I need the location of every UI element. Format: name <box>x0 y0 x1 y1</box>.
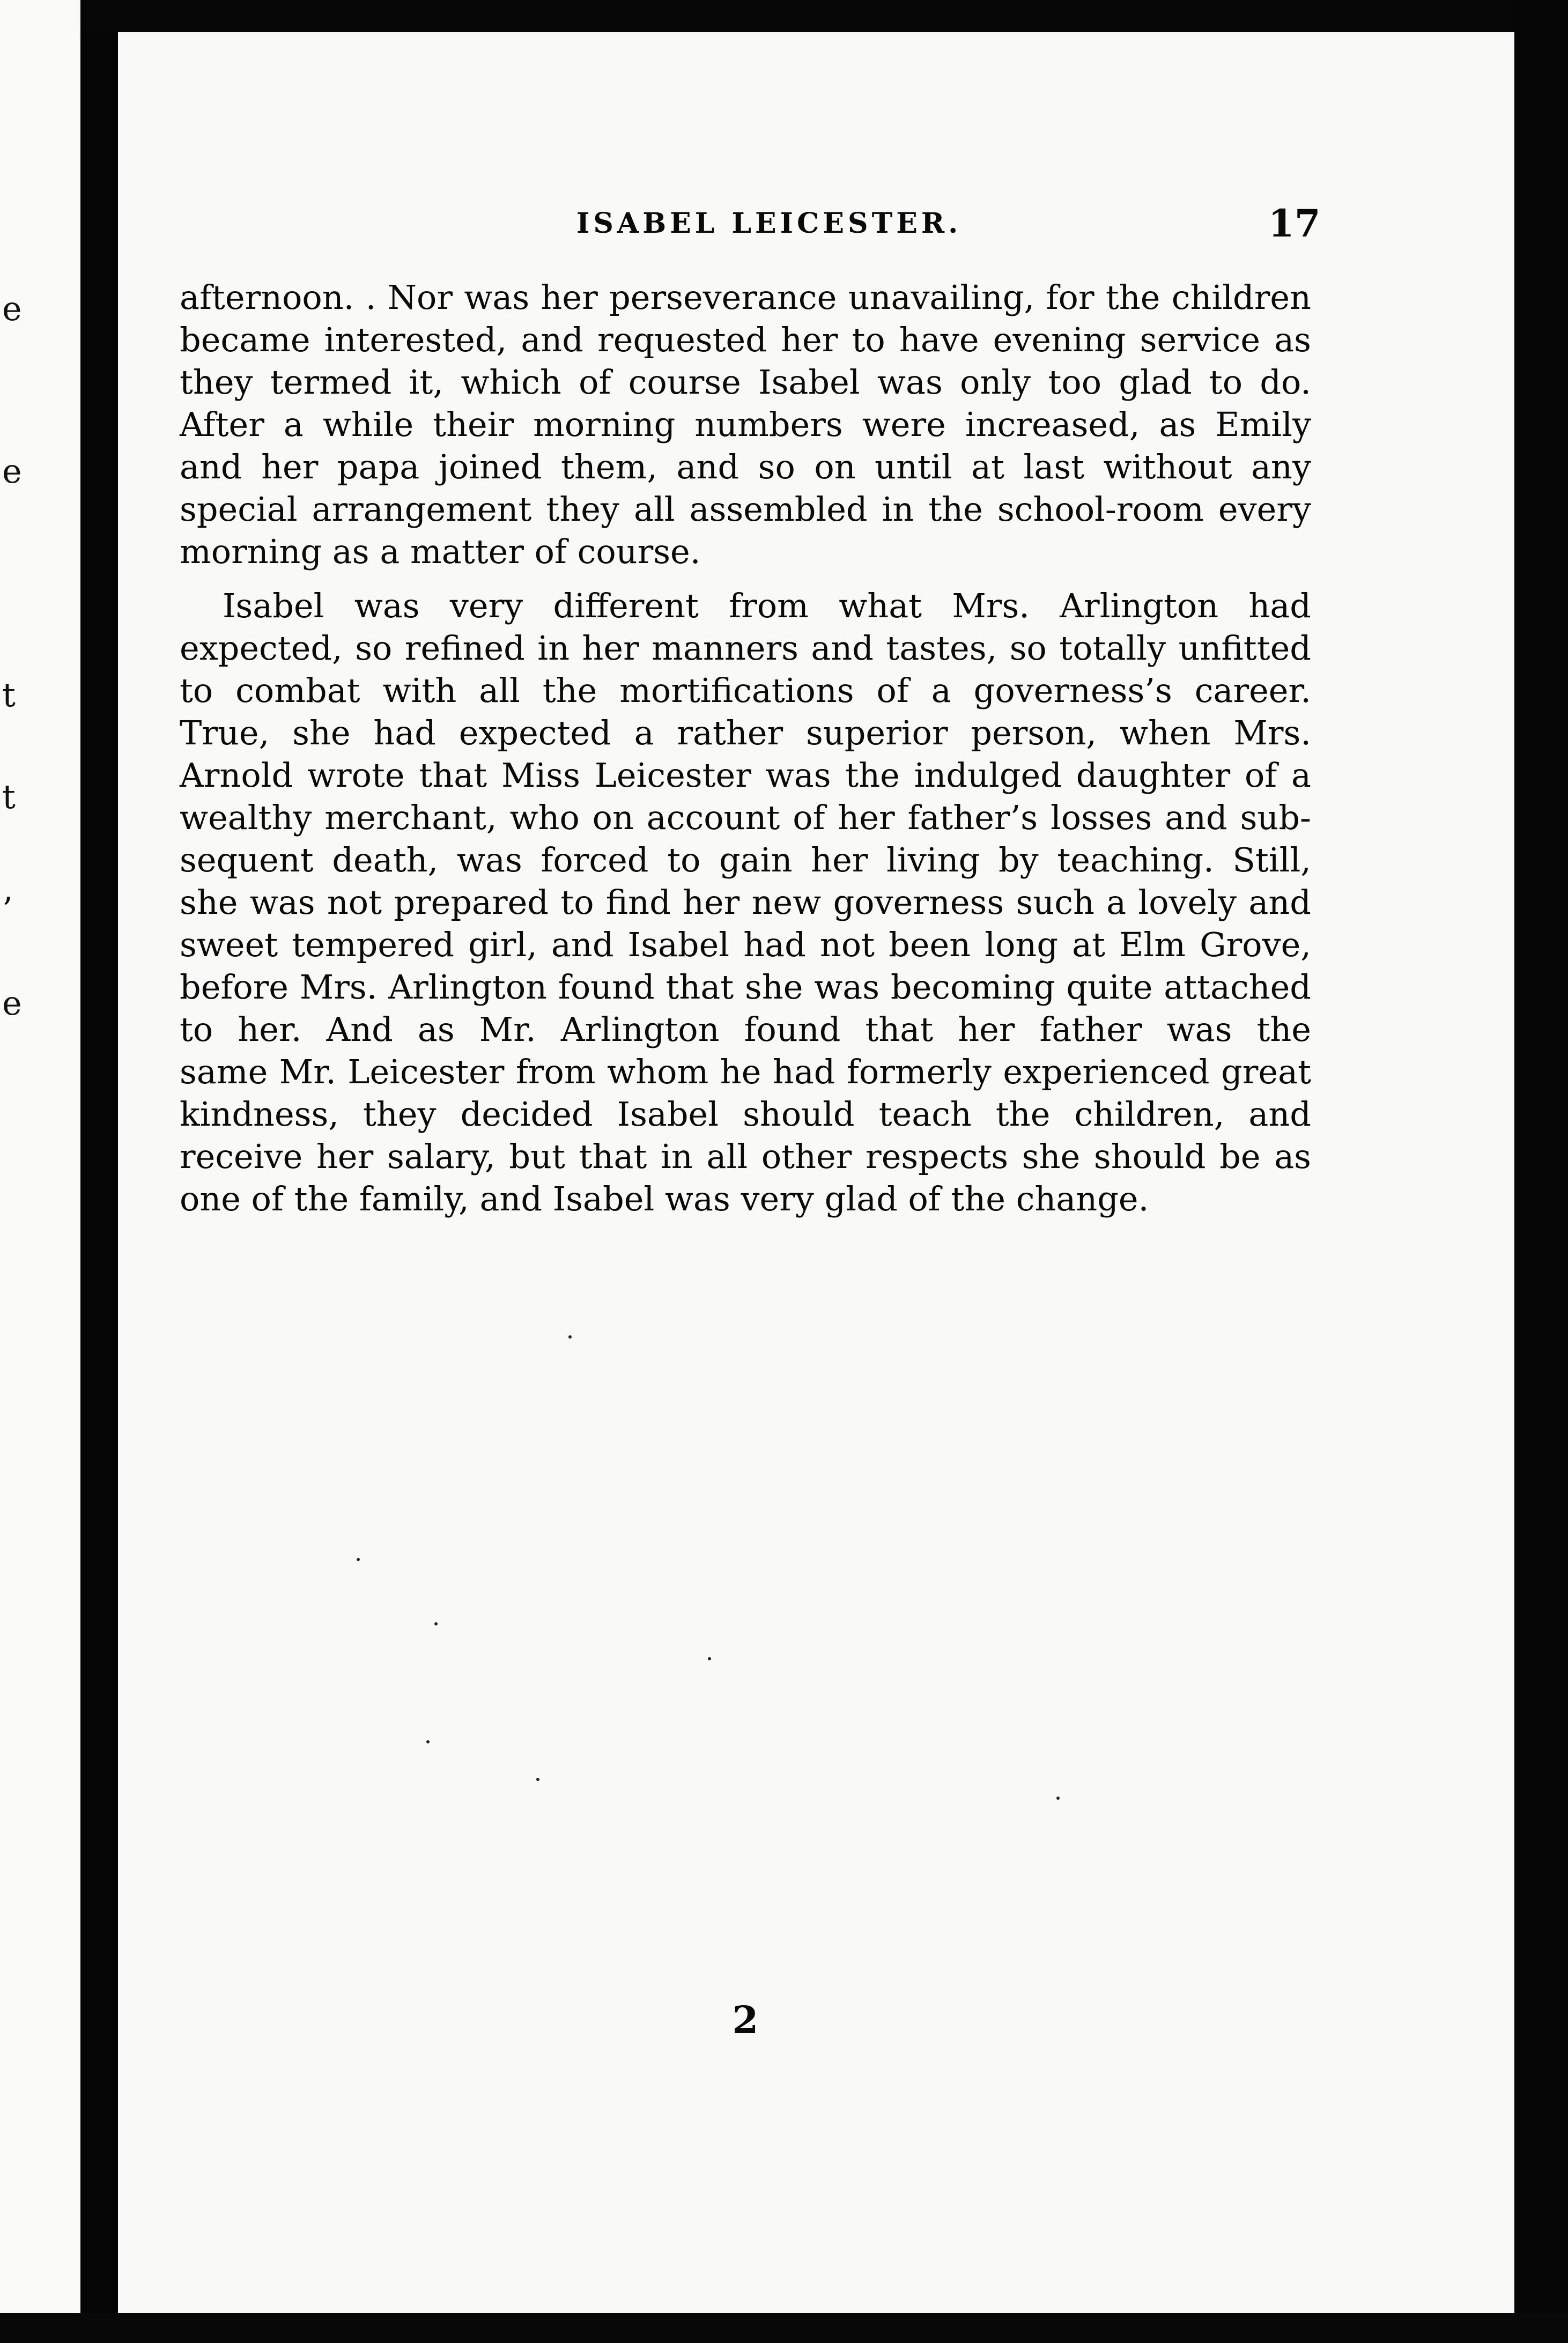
margin-letter: e <box>2 289 22 328</box>
margin-letter: t <box>2 777 16 816</box>
running-head <box>118 199 1514 248</box>
paragraph-2 <box>180 585 1311 1220</box>
text-line: they termed it, which of course Isabel was only too glad to do. <box>180 363 1311 402</box>
margin-letter: t <box>2 675 16 714</box>
margin-letter: e <box>2 452 22 491</box>
text-line: she was not prepared to find her new governess such a lovely and <box>180 883 1311 922</box>
scan-speck <box>568 1335 572 1339</box>
text-line: receive her salary, but that in all other respects she should be as <box>180 1137 1311 1176</box>
text-line: wealthy merchant, who on account of her father’s losses and sub- <box>180 798 1311 837</box>
text-line: expected, so refined in her manners and tastes, so totally unfitted <box>180 629 1311 668</box>
text-line: became interested, and requested her to have evening service as <box>180 320 1311 359</box>
margin-letter: e <box>2 984 22 1023</box>
body-text <box>180 276 1311 1220</box>
text-line: to combat with all the mortifications of a governess’s career. <box>180 671 1311 710</box>
scan-speck <box>1056 1797 1060 1800</box>
running-title: ISABEL LEICESTER. <box>576 207 962 240</box>
scan-right-border <box>1514 0 1568 2343</box>
scan-speck <box>357 1558 360 1561</box>
text-line: morning as a matter of course. <box>180 532 701 571</box>
paragraph-1 <box>180 276 1311 573</box>
text-line: sequent death, was forced to gain her living by teaching. Still, <box>180 840 1311 879</box>
margin-letter: ’ <box>2 890 13 929</box>
book-binding-shadow <box>80 0 118 2343</box>
text-line: After a while their morning numbers were increased, as Emily <box>180 405 1311 444</box>
text-line: to her. And as Mr. Arlington found that her father was the <box>180 1010 1311 1049</box>
scan-speck <box>536 1778 539 1781</box>
text-line: one of the family, and Isabel was very glad of the change. <box>180 1179 1149 1218</box>
text-line: before Mrs. Arlington found that she was becoming quite attached <box>180 967 1311 1007</box>
book-page <box>118 32 1514 2313</box>
scan-speck <box>434 1622 438 1625</box>
scan-speck <box>708 1657 711 1660</box>
text-line: Isabel was very different from what Mrs. Arlington had <box>223 586 1311 625</box>
text-line: same Mr. Leicester from whom he had formerly experienced great <box>180 1052 1311 1091</box>
text-line: and her papa joined them, and so on until at last without any <box>180 447 1311 486</box>
page-number: 17 <box>1268 201 1321 246</box>
text-line: special arrangement they all assembled in the school-room every <box>180 490 1311 529</box>
signature-mark: 2 <box>732 1998 759 2042</box>
scan-bottom-border <box>0 2313 1568 2343</box>
text-line: afternoon. . Nor was her perseverance unavailing, for the children <box>180 278 1311 317</box>
text-line: True, she had expected a rather superior person, when Mrs. <box>180 713 1311 752</box>
text-line: kindness, they decided Isabel should teach the children, and <box>180 1095 1311 1134</box>
text-line: Arnold wrote that Miss Leicester was the indulged daughter of a <box>180 756 1311 795</box>
text-line: sweet tempered girl, and Isabel had not been long at Elm Grove, <box>180 925 1311 964</box>
scan-top-border <box>80 0 1568 32</box>
previous-page-edge <box>0 0 80 2343</box>
scan-speck <box>426 1740 430 1743</box>
